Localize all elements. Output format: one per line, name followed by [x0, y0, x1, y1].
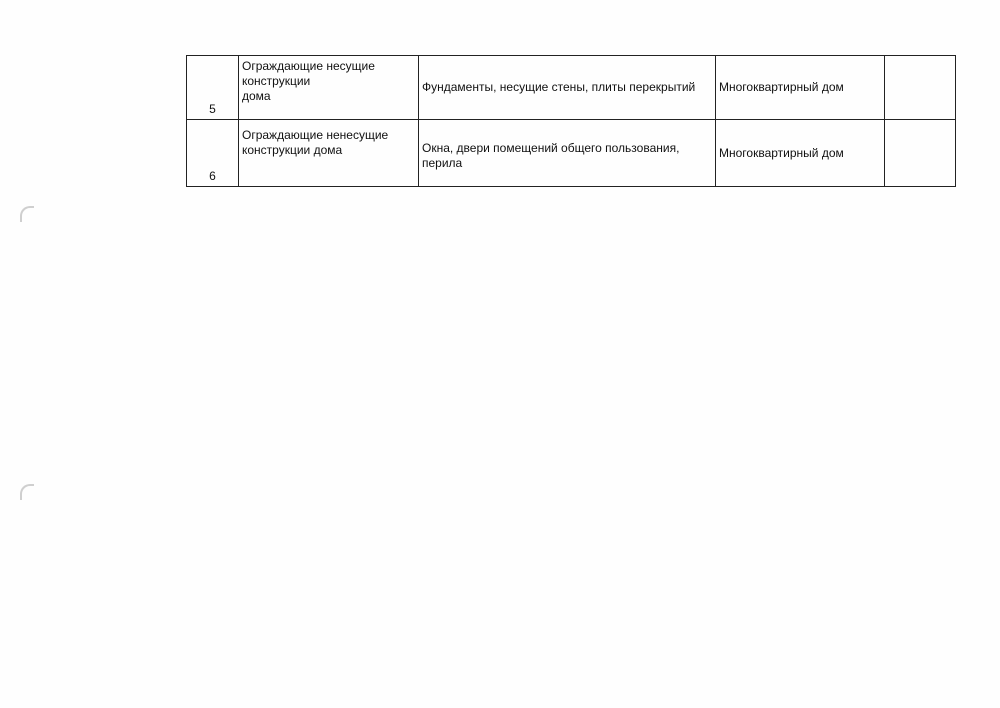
punch-hole-mark — [20, 206, 34, 222]
row-number: 5 — [187, 56, 239, 120]
element-name-cell — [239, 120, 419, 187]
table-row — [187, 56, 956, 120]
object-cell: Многоквартирный дом — [716, 56, 885, 120]
element-name-line: дома — [242, 89, 271, 103]
element-name-line: конструкции дома — [242, 143, 343, 157]
content-line: Окна, двери помещений общего пользования, — [422, 141, 680, 155]
content-cell: Фундаменты, несущие стены, плиты перекрытий — [419, 56, 716, 120]
row-number: 6 — [187, 120, 239, 187]
punch-hole-mark — [20, 484, 34, 500]
content-line: перила — [422, 156, 463, 170]
element-name-line: Ограждающие ненесущие — [242, 128, 389, 142]
element-name-cell — [239, 56, 419, 120]
table-row — [187, 120, 956, 187]
empty-cell — [885, 56, 956, 120]
elements-table — [186, 55, 956, 187]
element-name-line: Ограждающие несущие — [242, 59, 375, 73]
object-cell: Многоквартирный дом — [716, 120, 885, 187]
empty-cell — [885, 120, 956, 187]
element-name-line: конструкции — [242, 74, 311, 88]
content-cell — [419, 120, 716, 187]
